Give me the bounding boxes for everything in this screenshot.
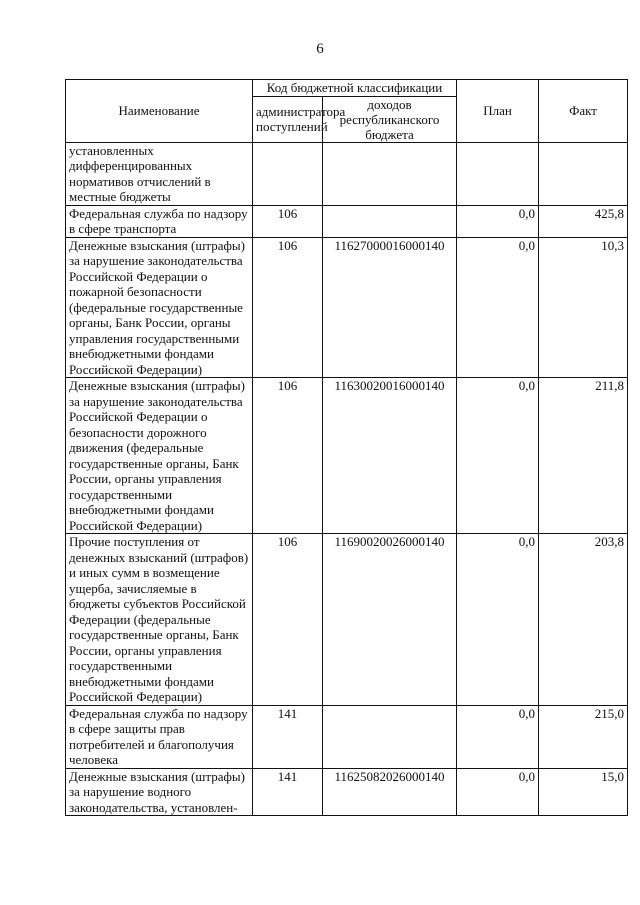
- row-name: Федеральная служба по надзору в сфере защиты прав потребителей и благополучия человека: [66, 705, 253, 768]
- row-admin-code: 106: [253, 205, 323, 237]
- row-revenue-code: [323, 205, 457, 237]
- table-row: [66, 534, 628, 706]
- row-name: Денежные взыскания (штрафы) за нарушение водного законодательства, установлен-: [66, 768, 253, 816]
- table-row: [66, 237, 628, 378]
- row-admin-code: 141: [253, 705, 323, 768]
- row-plan: [457, 142, 539, 205]
- table-row: [66, 768, 628, 816]
- row-plan: 0,0: [457, 768, 539, 816]
- row-admin-code: 106: [253, 237, 323, 378]
- row-revenue-code: 11625082026000140: [323, 768, 457, 816]
- row-plan: 0,0: [457, 378, 539, 534]
- header-plan: План: [457, 80, 539, 143]
- row-admin-code: 106: [253, 378, 323, 534]
- row-revenue-code: 11690020026000140: [323, 534, 457, 706]
- row-plan: 0,0: [457, 705, 539, 768]
- row-plan: 0,0: [457, 237, 539, 378]
- row-revenue-code: [323, 142, 457, 205]
- row-fact: 215,0: [539, 705, 628, 768]
- page-number: 6: [316, 41, 324, 57]
- row-revenue-code: 11627000016000140: [323, 237, 457, 378]
- header-admin: администратора поступлений: [253, 96, 323, 142]
- row-fact: 203,8: [539, 534, 628, 706]
- header-kbk: Код бюджетной классификации: [253, 80, 457, 97]
- row-plan: 0,0: [457, 205, 539, 237]
- table-row: [66, 705, 628, 768]
- row-fact: [539, 142, 628, 205]
- header-row-top: [66, 80, 628, 97]
- row-revenue-code: 11630020016000140: [323, 378, 457, 534]
- row-name: Денежные взыскания (штрафы) за нарушение законодательства Российской Федерации о безопасности дорожного движения (федеральные государственные органы, Банк России, органы управления государственными внебюджетными фондами Российской Федерации): [66, 378, 253, 534]
- budget-revenue-table: [65, 79, 628, 816]
- row-admin-code: 141: [253, 768, 323, 816]
- header-name: Наименование: [66, 80, 253, 143]
- row-admin-code: [253, 142, 323, 205]
- header-fact: Факт: [539, 80, 628, 143]
- row-plan: 0,0: [457, 534, 539, 706]
- row-admin-code: 106: [253, 534, 323, 706]
- header-revenue: доходов республиканского бюджета: [323, 96, 457, 142]
- row-fact: 211,8: [539, 378, 628, 534]
- row-name: установленных дифференцированных нормативов отчислений в местные бюджеты: [66, 142, 253, 205]
- table-row: [66, 205, 628, 237]
- row-fact: 10,3: [539, 237, 628, 378]
- row-name: Денежные взыскания (штрафы) за нарушение законодательства Российской Федерации о пожарной безопасности (федеральные государственные органы, Банк России, органы управления государственными внебюджетными фондами Российской Федерации): [66, 237, 253, 378]
- table-row: [66, 378, 628, 534]
- row-fact: 425,8: [539, 205, 628, 237]
- table-row: [66, 142, 628, 205]
- row-name: Прочие поступления от денежных взысканий (штрафов) и иных сумм в возмещение ущерба, зачисляемые в бюджеты субъектов Российской Федерации (федеральные государственные органы, Банк России, органы управления государственными внебюджетными фондами Российской Федерации): [66, 534, 253, 706]
- row-revenue-code: [323, 705, 457, 768]
- row-name: Федеральная служба по надзору в сфере транспорта: [66, 205, 253, 237]
- row-fact: 15,0: [539, 768, 628, 816]
